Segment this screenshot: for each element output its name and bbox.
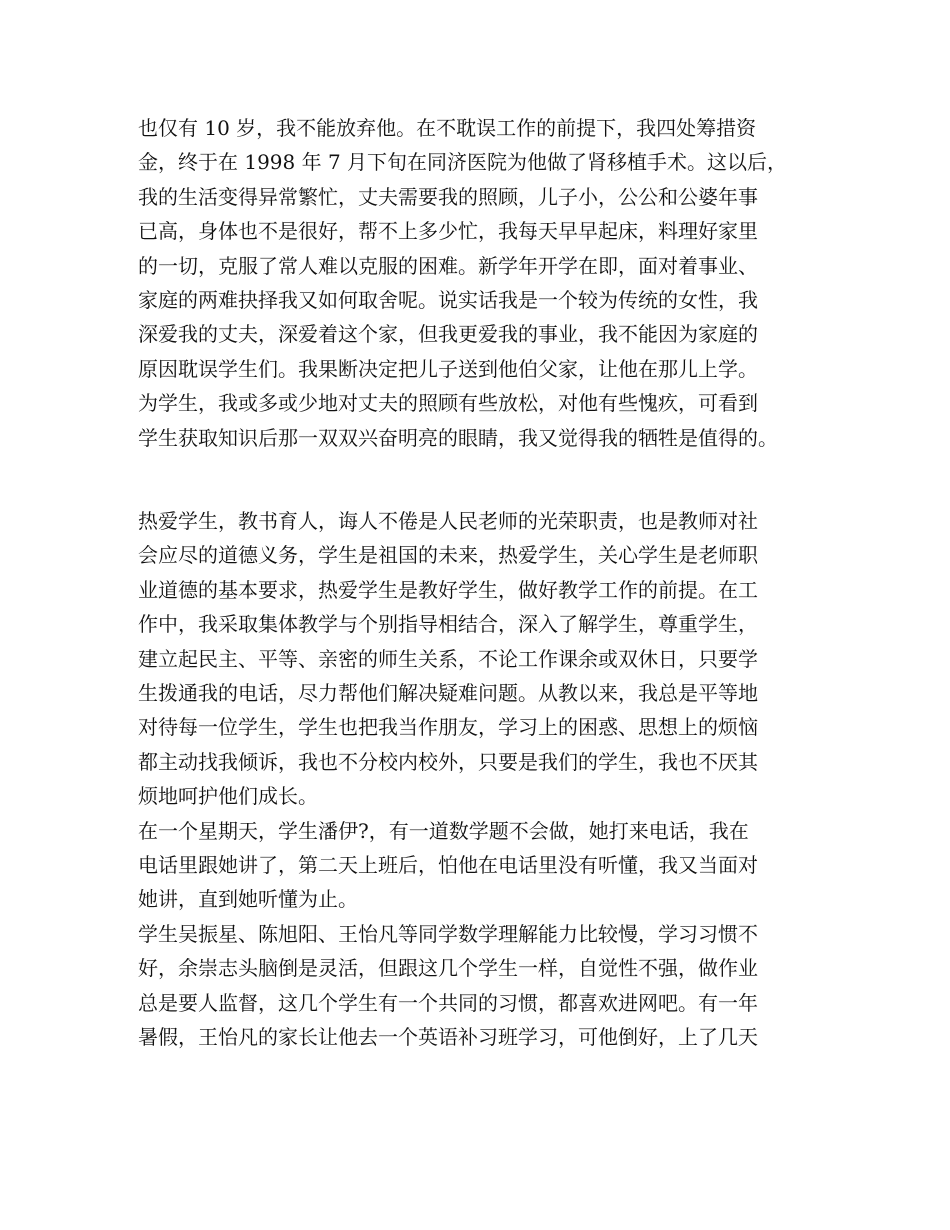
text-line: 电话里跟她讲了，第二天上班后，怕他在电话里没有听懂，我又当面对: [138, 853, 758, 877]
text-line: 总是要人监督，这几个学生有一个共同的习惯，都喜欢进网吧。有一年: [138, 990, 758, 1015]
text-line: 的一切，克服了常人难以克服的困难。新学年开学在即，面对着事业、: [138, 253, 758, 278]
text-line: 学生吴振星、陈旭阳、王怡凡等同学数学理解能力比较慢，学习习惯不: [138, 921, 758, 946]
text-line: 生拨通我的电话，尽力帮他们解决疑难问题。从教以来，我总是平等地: [138, 681, 758, 705]
text-line: 作中，我采取集体教学与个别指导相结合，深入了解学生，尊重学生，: [138, 612, 758, 637]
text-line: 学生获取知识后那一双双兴奋明亮的眼睛，我又觉得我的牺牲是值得的。: [138, 425, 778, 450]
text-line: 家庭的两难抉择我又如何取舍呢。说实话我是一个较为传统的女性，我: [138, 288, 758, 312]
text-line: 业道德的基本要求，热爱学生是教好学生，做好教学工作的前提。在工: [138, 577, 758, 602]
text-line: 在一个星期天，学生潘伊?，有一道数学题不会做，她打来电话，我在: [138, 818, 749, 843]
text-line: 建立起民主、平等、亲密的师生关系，不论工作课余或双休日，只要学: [138, 646, 758, 671]
text-line: 也仅有 10 岁，我不能放弃他。在不耽误工作的前提下，我四处筹措资: [138, 116, 757, 140]
text-line: 好，余崇志头脑倒是灵活，但跟这几个学生一样，自觉性不强，做作业: [138, 956, 758, 981]
text-line: 会应尽的道德义务，学生是祖国的未来，热爱学生，关心学生是老师职: [138, 543, 758, 568]
text-line: 金，终于在 1998 年 7 月下旬在同济医院为他做了肾移植手术。这以后，: [138, 150, 788, 175]
text-line: 她讲，直到她听懂为止。: [138, 887, 358, 912]
text-line: 都主动找我倾诉，我也不分校内校外，只要是我们的学生，我也不厌其: [138, 749, 758, 774]
text-line: 暑假，王怡凡的家长让他去一个英语补习班学习，可他倒好，上了几天: [138, 1025, 758, 1049]
text-line: 为学生，我或多或少地对丈夫的照顾有些放松，对他有些愧疚，可看到: [138, 391, 758, 416]
text-line: 已高，身体也不是很好，帮不上多少忙，我每天早早起床，料理好家里: [138, 219, 758, 244]
text-line: 烦地呵护他们成长。: [138, 784, 318, 809]
text-line: 对待每一位学生，学生也把我当作朋友，学习上的困惑、思想上的烦恼: [138, 715, 758, 740]
text-line: 原因耽误学生们。我果断决定把儿子送到他伯父家，让他在那儿上学。: [138, 356, 758, 381]
text-line: 深爱我的丈夫，深爱着这个家，但我更爱我的事业，我不能因为家庭的: [138, 322, 758, 347]
text-line: 我的生活变得异常繁忙，丈夫需要我的照顾，儿子小，公公和公婆年事: [138, 184, 758, 209]
text-line: 热爱学生，教书育人，诲人不倦是人民老师的光荣职责，也是教师对社: [138, 509, 758, 533]
